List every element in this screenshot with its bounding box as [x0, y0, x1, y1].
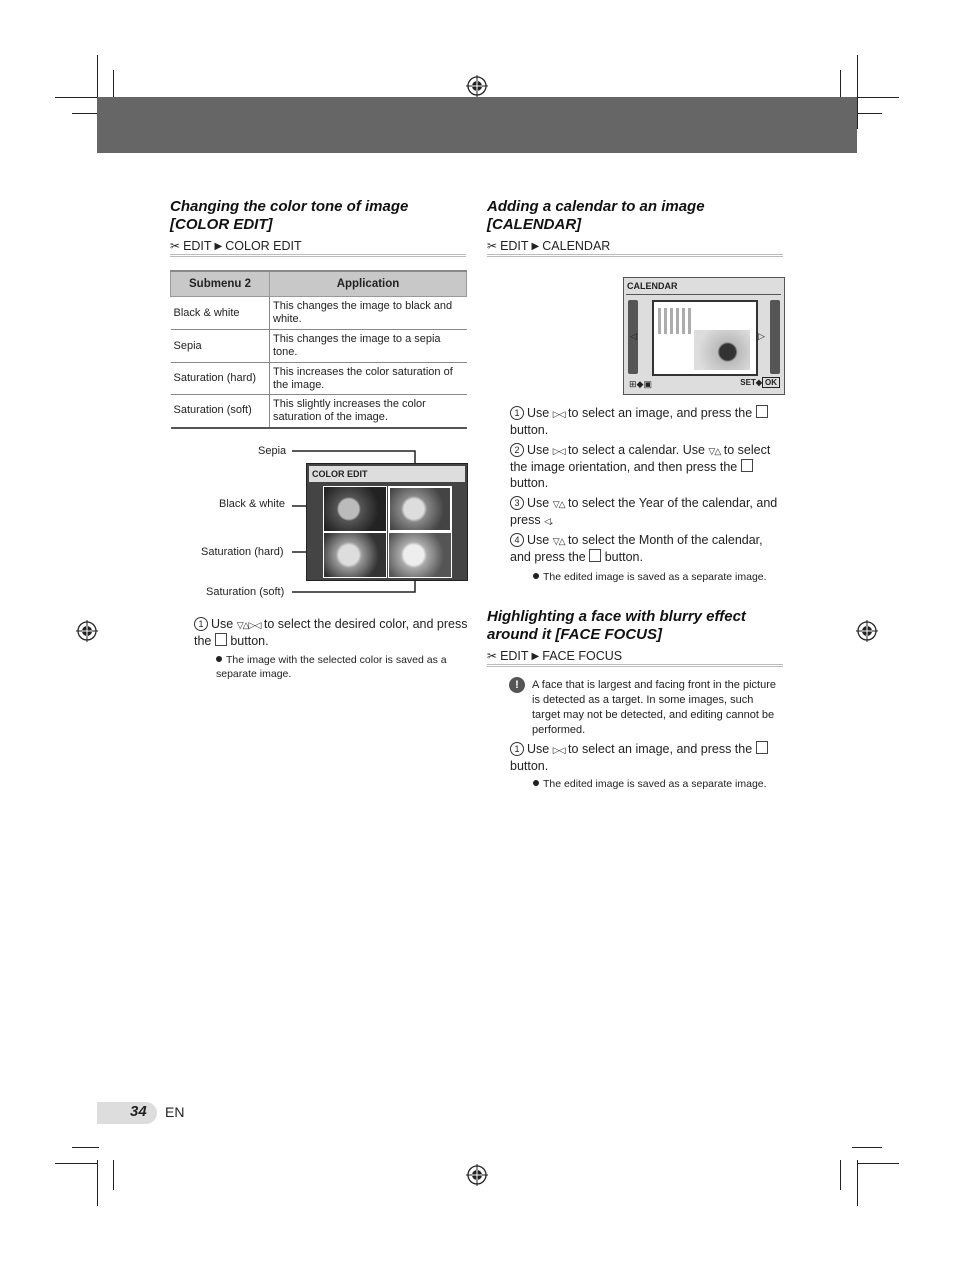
chevron-right-icon[interactable]: ▷	[758, 331, 765, 341]
registration-mark-icon	[76, 620, 98, 642]
crop-mark	[852, 1147, 882, 1148]
thumbnail-saturation-soft	[388, 532, 452, 578]
face-focus-path: ✂ EDIT ▶ FACE FOCUS	[487, 648, 783, 667]
table-cell: Black & white	[171, 297, 270, 330]
face-focus-note: The edited image is saved as a separate image.	[533, 777, 783, 791]
rotate-icon: ⊞◆▣	[629, 379, 652, 389]
screen-title: COLOR EDIT	[309, 466, 465, 482]
registration-mark-icon	[466, 1164, 488, 1186]
crop-mark	[855, 113, 882, 114]
step-number: 2	[510, 443, 524, 457]
step-number: 3	[510, 496, 524, 510]
calendar-step-3: 3 Use ▽△ to select the Year of the calendar, and press ◁.	[510, 496, 778, 527]
table-cell: Saturation (hard)	[171, 363, 270, 395]
ok-button-icon	[756, 405, 768, 418]
table-row	[171, 330, 467, 363]
table-row	[171, 363, 467, 395]
crop-mark	[857, 1160, 858, 1206]
header-bar	[97, 97, 857, 153]
step-number: 1	[510, 406, 524, 420]
thumbnail-saturation-hard	[323, 532, 387, 578]
triangle-right-icon: ▶	[531, 240, 540, 252]
arrow-left-right-icon: ▷◁	[552, 409, 565, 419]
calendar-step-2: 2 Use ▷◁ to select a calendar. Use ▽△ to select the image orientation, and then press the button.	[510, 443, 771, 490]
calendar-step-1: 1 Use ▷◁ to select an image, and press the button.	[510, 405, 785, 438]
scissors-icon: ✂	[487, 239, 498, 253]
calendar-screen	[623, 277, 785, 395]
registration-mark-icon	[466, 75, 488, 97]
submenu-table	[170, 270, 467, 429]
callout-saturation-hard: Saturation (hard)	[201, 546, 284, 558]
screen-title: CALENDAR	[627, 281, 678, 291]
bullet-icon	[216, 656, 222, 662]
callout-black-white: Black & white	[219, 498, 286, 510]
table-cell: This changes the image to black and white.	[270, 297, 467, 330]
bird-photo	[694, 330, 750, 370]
arrow-up-down-icon: ▽△	[552, 536, 565, 546]
page-language: EN	[165, 1104, 185, 1120]
bullet-icon	[533, 573, 539, 579]
color-edit-path: ✂ EDIT ▶ COLOR EDIT	[170, 238, 466, 257]
calendar-grid	[658, 308, 694, 334]
ok-button-icon	[756, 741, 768, 754]
ok-button-icon	[589, 549, 601, 562]
scissors-icon: ✂	[487, 649, 498, 663]
ok-button-icon	[741, 459, 753, 472]
table-cell: Sepia	[171, 330, 270, 363]
crop-mark	[72, 1147, 99, 1148]
crop-mark	[97, 1160, 98, 1206]
calendar-step-4: 4 Use ▽△ to select the Month of the calendar, and press the button.	[510, 533, 763, 564]
table-cell: This increases the color saturation of the image.	[270, 363, 467, 395]
calendar-preview	[652, 300, 758, 376]
callout-sepia: Sepia	[258, 445, 287, 457]
color-edit-screen	[306, 463, 468, 581]
bullet-icon	[533, 780, 539, 786]
table-header: Application	[270, 271, 467, 297]
ok-button-icon	[215, 633, 227, 646]
calendar-note: The edited image is saved as a separate image.	[533, 570, 783, 584]
face-focus-step-1: 1 Use ▷◁ to select an image, and press the button.	[510, 741, 785, 774]
face-focus-caution: A face that is largest and facing front in the picture is detected as a target. In some images, such target may not be detected, and editing cannot be performed.	[532, 679, 776, 736]
crop-mark	[857, 97, 899, 98]
arrow-up-down-icon: ▽△	[552, 499, 565, 509]
triangle-right-icon: ▶	[531, 650, 540, 662]
calendar-title: Adding a calendar to an image [CALENDAR]	[487, 198, 705, 233]
table-row	[171, 297, 467, 330]
arrow-pad-icon: ▽△▷◁	[236, 620, 261, 630]
color-edit-note: The image with the selected color is saved as a separate image.	[216, 654, 447, 680]
page-number-tab	[97, 1102, 157, 1124]
chevron-left-icon[interactable]: ◁	[630, 331, 637, 341]
color-edit-title: Changing the color tone of image [COLOR EDIT]	[170, 198, 409, 233]
table-row	[171, 395, 467, 428]
thumbnail-sepia	[388, 486, 452, 532]
table-cell: This slightly increases the color saturation of the image.	[270, 395, 467, 428]
registration-mark-icon	[856, 620, 878, 642]
crop-mark	[72, 113, 99, 114]
color-edit-step-1: 1 Use ▽△▷◁ to select the desired color, and press the button.	[194, 617, 468, 648]
arrow-left-icon: ◁	[544, 516, 550, 526]
page-number: 34	[130, 1103, 147, 1120]
table-cell: This changes the image to a sepia tone.	[270, 330, 467, 363]
step-number: 1	[510, 742, 524, 756]
crop-mark	[55, 1163, 97, 1164]
arrow-up-down-icon: ▽△	[708, 446, 721, 456]
step-number: 4	[510, 533, 524, 547]
arrow-left-right-icon: ▷◁	[552, 446, 565, 456]
caution-icon: !	[509, 677, 525, 693]
crop-mark	[857, 55, 858, 129]
table-cell: Saturation (soft)	[171, 395, 270, 428]
arrow-left-right-icon: ▷◁	[552, 745, 565, 755]
set-ok-label: SET◆ OK	[740, 378, 780, 387]
scissors-icon: ✂	[170, 239, 181, 253]
crop-mark	[55, 97, 97, 98]
crop-mark	[857, 1163, 899, 1164]
table-header: Submenu 2	[171, 271, 270, 297]
calendar-path: ✂ EDIT ▶ CALENDAR	[487, 238, 783, 257]
triangle-right-icon: ▶	[214, 240, 223, 252]
callout-saturation-soft: Saturation (soft)	[206, 586, 285, 598]
step-number: 1	[194, 617, 208, 631]
crop-mark	[113, 1160, 114, 1190]
thumbnail-black-white	[323, 486, 387, 532]
face-focus-title: Highlighting a face with blurry effect around it [FACE FOCUS]	[487, 608, 746, 643]
crop-mark	[840, 1160, 841, 1190]
